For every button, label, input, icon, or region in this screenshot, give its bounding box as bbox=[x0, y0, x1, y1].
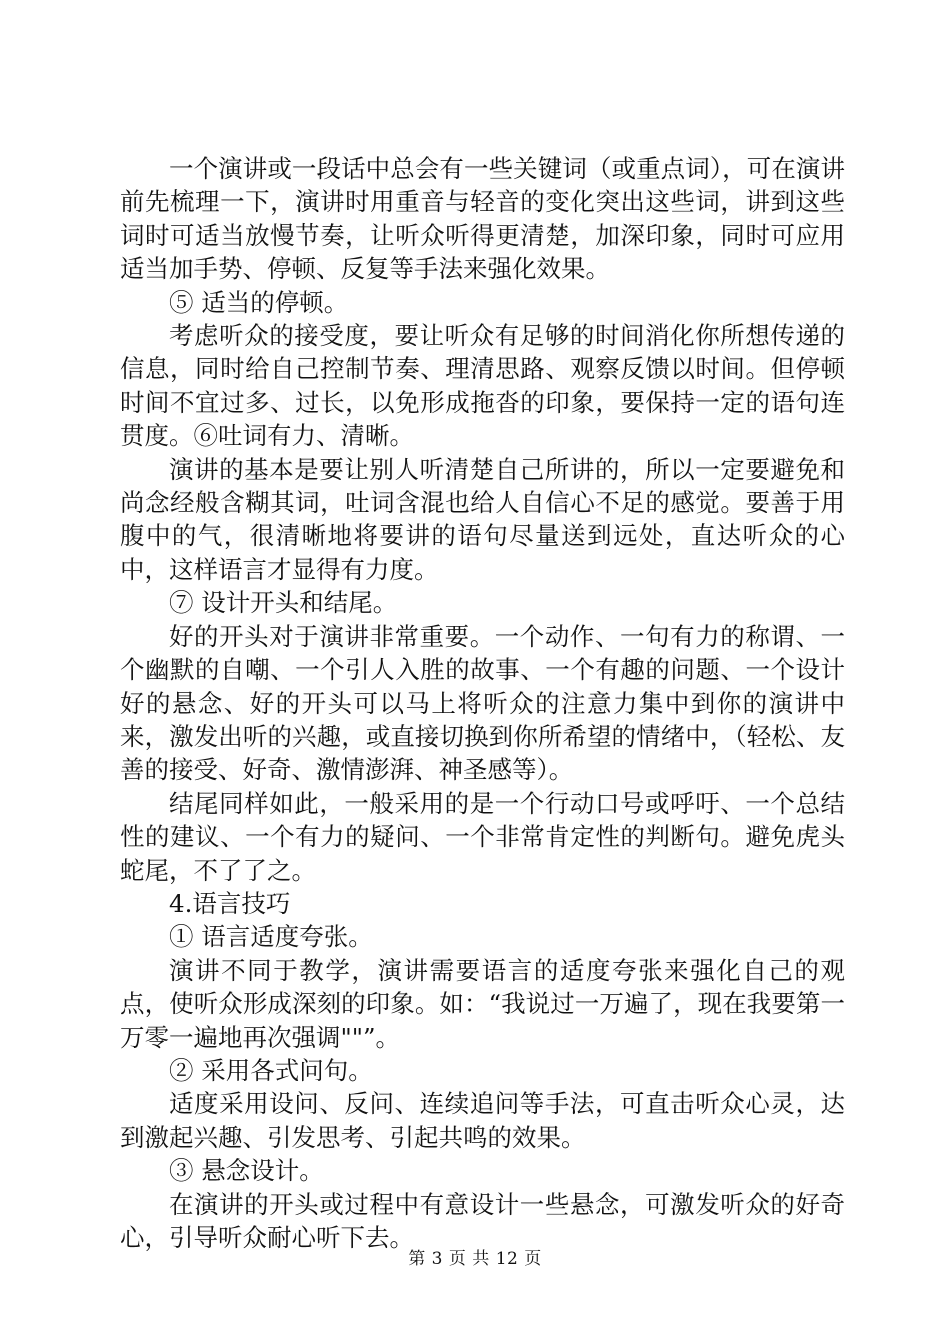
heading-pause: ⑤ 适当的停顿。 bbox=[169, 287, 349, 317]
paragraph-articulation: 演讲的基本是要让别人听清楚自己所讲的，所以一定要避免和尚念经般含糊其词，吐词含混也给人自信心不足的感觉。要善于用腹中的气，很清晰地将要讲的语句尽量送到远处，直达听众的心中，这样语言才显得有力度。 bbox=[120, 454, 845, 584]
page-number-footer: 第 3 页 共 12 页 bbox=[408, 1249, 542, 1269]
paragraph-suspense: 在演讲的开头或过程中有意设计一些悬念，可激发听众的好奇心，引导听众耐心听下去。 bbox=[120, 1189, 845, 1252]
heading-opening-ending: ⑦ 设计开头和结尾。 bbox=[169, 588, 398, 618]
paragraph-opening: 好的开头对于演讲非常重要。一个动作、一句有力的称谓、一个幽默的自嘲、一个引人入胜的故事、一个有趣的问题、一个设计好的悬念、好的开头可以马上将听众的注意力集中到你的演讲中来，激发出听的兴趣，或直接切换到你所希望的情绪中，（轻松、友善的接受、好奇、激情澎湃、神圣感等）。 bbox=[120, 621, 845, 785]
paragraph-questions: 适度采用设问、反问、连续追问等手法，可直击听众心灵，达到激起兴趣、引发思考、引起共鸣的效果。 bbox=[120, 1089, 845, 1152]
heading-exaggeration: ① 语言适度夸张。 bbox=[169, 922, 373, 952]
paragraph-exaggeration: 演讲不同于教学，演讲需要语言的适度夸张来强化自己的观点，使听众形成深刻的印象。如：“我说过一万遍了，现在我要第一万零一遍地再次强调""”。 bbox=[120, 955, 845, 1052]
paragraph-ending: 结尾同样如此，一般采用的是一个行动口号或呼吁、一个总结性的建议、一个有力的疑问、一个非常肯定性的判断句。避免虎头蛇尾，不了了之。 bbox=[120, 788, 845, 885]
section-heading-language-skills: 4.语言技巧 bbox=[169, 888, 291, 918]
heading-suspense: ③ 悬念设计。 bbox=[169, 1156, 324, 1186]
document-body bbox=[120, 152, 845, 1254]
paragraph-keywords: 一个演讲或一段话中总会有一些关键词（或重点词），可在演讲前先梳理一下，演讲时用重音与轻音的变化突出这些词，讲到这些词时可适当放慢节奏，让听众听得更清楚，加深印象，同时可应用适当加手势、停顿、反复等手法来强化效果。 bbox=[120, 154, 845, 284]
paragraph-pause: 考虑听众的接受度，要让听众有足够的时间消化你所想传递的信息，同时给自己控制节奏、理清思路、观察反馈以时间。但停顿时间不宜过多、过长，以免形成拖沓的印象，要保持一定的语句连贯度。⑥吐词有力、清晰。 bbox=[120, 321, 845, 451]
heading-questions: ② 采用各式问句。 bbox=[169, 1055, 373, 1085]
